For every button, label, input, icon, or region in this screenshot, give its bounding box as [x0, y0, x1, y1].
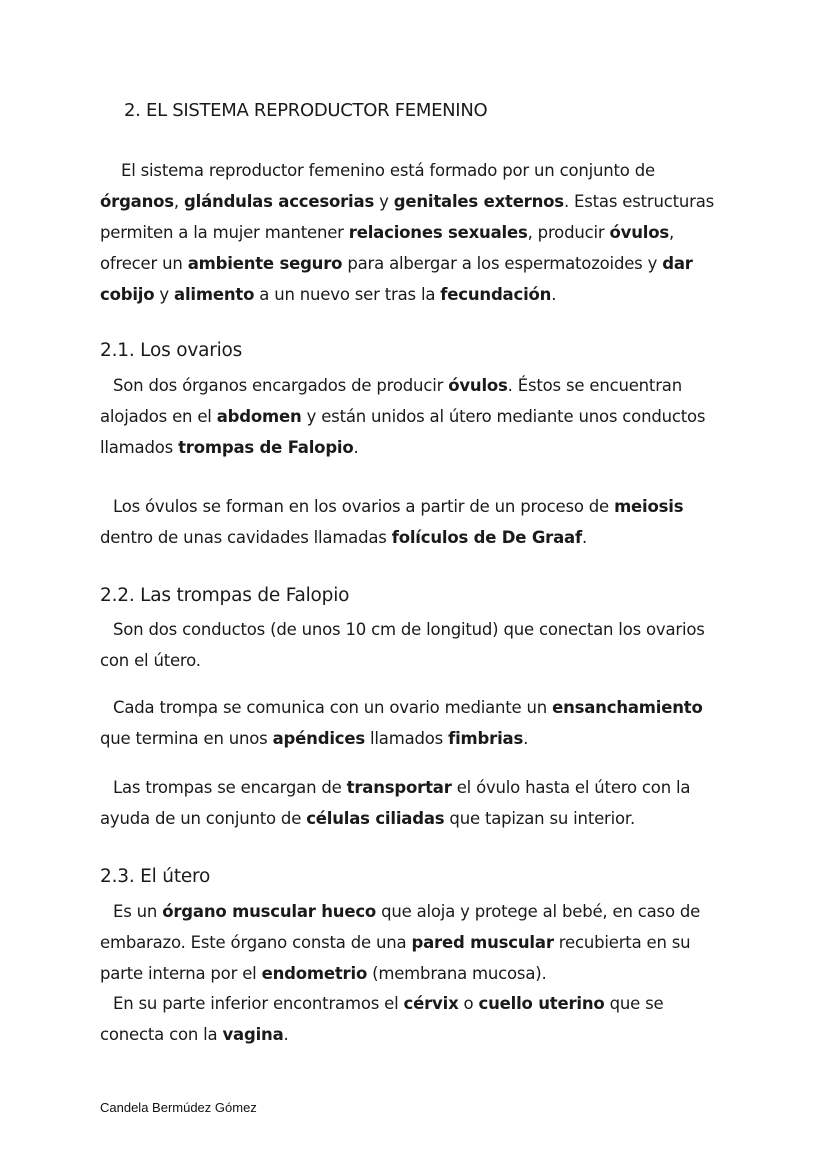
text-run: (membrana mucosa). — [367, 964, 547, 983]
ovarios-paragraph-2 — [100, 491, 728, 553]
bold-term: pared muscular — [411, 933, 554, 952]
bold-term: abdomen — [216, 407, 302, 426]
text-run: . Estas estructuras permiten a la mujer mantener — [100, 192, 715, 242]
bold-term: relaciones sexuales — [348, 223, 528, 242]
bold-term: vagina — [222, 1025, 284, 1044]
text-run: y están unidos al útero mediante unos conductos llamados — [100, 407, 706, 457]
text-run: llamados — [364, 729, 449, 748]
text-run: . — [551, 285, 557, 304]
bold-term: cuello uterino — [478, 994, 605, 1013]
bold-term: endometrio — [261, 964, 368, 983]
text-run: El sistema reproductor femenino está formado por un conjunto de — [121, 161, 655, 180]
text-run: Es un — [113, 902, 163, 921]
text-run: En su parte inferior encontramos el — [113, 994, 404, 1013]
text-run: Son dos conductos (de unos 10 cm de longitud) que conectan los ovarios con el útero. — [100, 620, 705, 670]
text-run: Cada trompa se comunica con un ovario mediante un — [113, 698, 553, 717]
intro-paragraph — [100, 155, 728, 310]
text-run: Son dos órganos encargados de producir — [113, 376, 449, 395]
bold-term: trompas de Falopio — [178, 438, 354, 457]
text-run: . — [283, 1025, 289, 1044]
bold-term: genitales externos — [393, 192, 564, 211]
bold-term: alimento — [174, 285, 255, 304]
bold-term: apéndices — [272, 729, 365, 748]
text-run: , ofrecer un — [100, 223, 674, 273]
text-run: y — [154, 285, 175, 304]
trompas-paragraph-2 — [100, 692, 728, 754]
text-run: que termina en unos — [100, 729, 273, 748]
text-run: que aloja y protege al bebé, en caso de embarazo. Este órgano consta de una — [100, 902, 701, 952]
bold-term: fimbrias — [448, 729, 524, 748]
bold-term: órgano muscular hueco — [162, 902, 377, 921]
text-run: , — [173, 192, 185, 211]
trompas-paragraph-1 — [100, 614, 728, 676]
text-run: y — [374, 192, 394, 211]
utero-paragraph-2 — [100, 988, 728, 1050]
ovarios-paragraph-1 — [100, 370, 728, 463]
text-run: Las trompas se encargan de — [113, 778, 347, 797]
page-title: 2. EL SISTEMA REPRODUCTOR FEMENINO — [124, 100, 488, 121]
bold-term: meiosis — [614, 497, 684, 516]
bold-term: transportar — [346, 778, 452, 797]
bold-term: cérvix — [403, 994, 459, 1013]
trompas-paragraph-3 — [100, 772, 728, 834]
section-heading-utero: 2.3. El útero — [100, 866, 211, 887]
text-run: . Éstos se encuentran alojados en el — [100, 376, 682, 426]
text-run: dentro de unas cavidades llamadas — [100, 528, 392, 547]
text-run: recubierta en su parte interna por el — [100, 933, 691, 983]
text-run: . — [581, 528, 587, 547]
text-run: , producir — [527, 223, 610, 242]
text-run: que se conecta con la — [100, 994, 664, 1044]
section-heading-trompas: 2.2. Las trompas de Falopio — [100, 585, 350, 606]
text-run: . — [353, 438, 359, 457]
bold-term: óvulos — [609, 223, 669, 242]
text-run: Los óvulos se forman en los ovarios a partir de un proceso de — [113, 497, 615, 516]
bold-term: fecundación — [440, 285, 552, 304]
text-run: para albergar a los espermatozoides y — [342, 254, 663, 273]
text-run: que tapizan su interior. — [444, 809, 636, 828]
bold-term: folículos de De Graaf — [391, 528, 582, 547]
bold-term: dar cobijo — [100, 254, 693, 304]
bold-term: óvulos — [448, 376, 508, 395]
text-run: el óvulo hasta el útero con la ayuda de un conjunto de — [100, 778, 691, 828]
bold-term: glándulas accesorias — [184, 192, 375, 211]
bold-term: órganos — [100, 192, 174, 211]
text-run: o — [458, 994, 479, 1013]
bold-term: ambiente seguro — [187, 254, 343, 273]
bold-term: ensanchamiento — [552, 698, 703, 717]
text-run: a un nuevo ser tras la — [254, 285, 441, 304]
footer-author: Candela Bermúdez Gómez — [100, 1100, 257, 1115]
section-heading-ovarios: 2.1. Los ovarios — [100, 340, 243, 361]
bold-term: células ciliadas — [306, 809, 445, 828]
text-run: . — [523, 729, 529, 748]
utero-paragraph-1 — [100, 896, 728, 989]
